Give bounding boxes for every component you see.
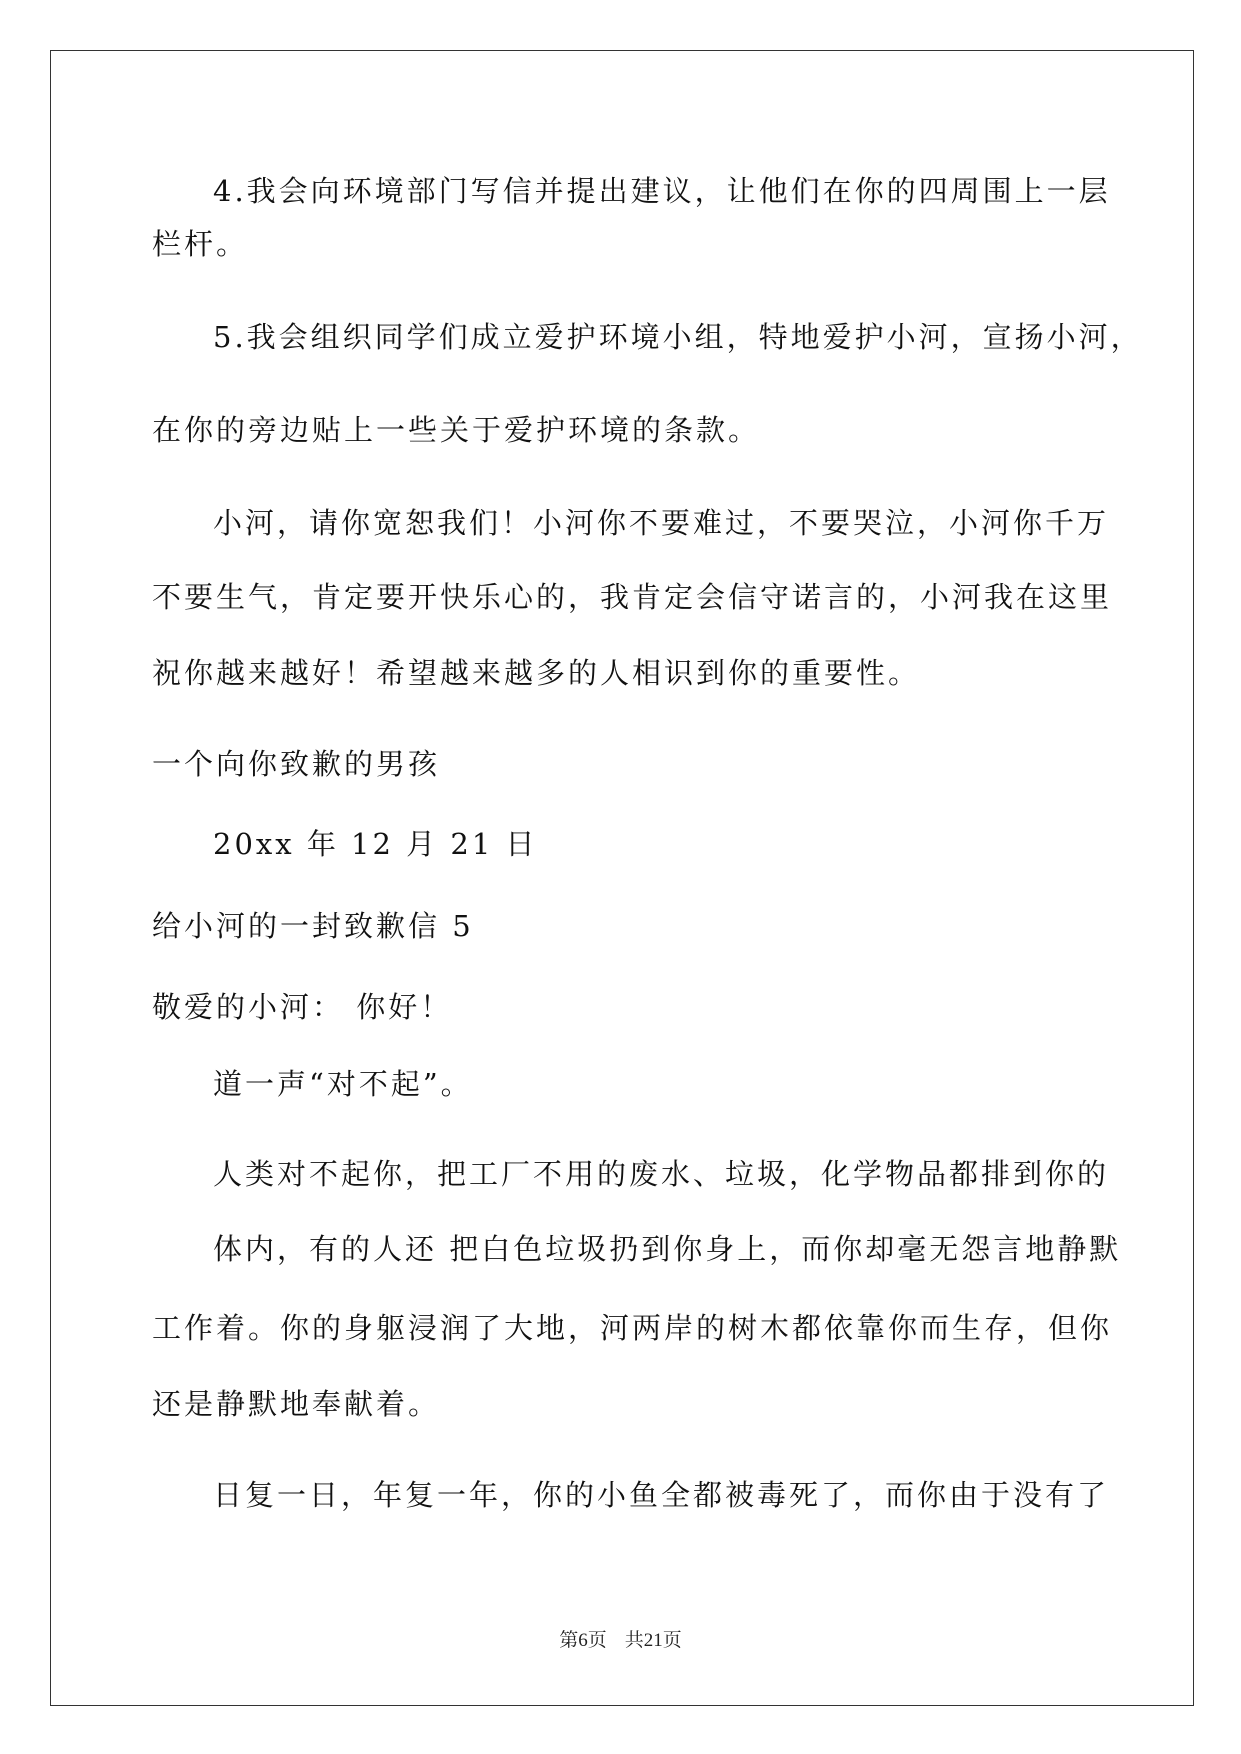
page-current: 6 (578, 1630, 588, 1651)
total-prefix: 共 (624, 1629, 644, 1651)
page-prefix: 第 (559, 1629, 579, 1651)
paragraph-line: 工作着。你的身躯浸润了大地，河两岸的树木都依靠你而生存，但你 (152, 1311, 1113, 1345)
paragraph-line: 小河，请你宽恕我们！小河你不要难过，不要哭泣，小河你千万 (213, 506, 1110, 540)
page-total: 21 (643, 1630, 663, 1651)
paragraph-line: 5.我会组织同学们成立爱护环境小组，特地爱护小河，宣扬小河， (213, 320, 1143, 354)
paragraph-line: 不要生气，肯定要开快乐心的，我肯定会信守诺言的，小河我在这里 (152, 580, 1113, 614)
total-suffix: 页 (662, 1629, 682, 1651)
paragraph-line: 在你的旁边贴上一些关于爱护环境的条款。 (152, 413, 761, 447)
page-suffix: 页 (587, 1629, 607, 1651)
page-footer (0, 1628, 1241, 1653)
paragraph-line: 祝你越来越好！希望越来越多的人相识到你的重要性。 (152, 656, 921, 690)
page-border (50, 50, 1194, 1706)
signature-line: 一个向你致歉的男孩 (152, 747, 441, 781)
salutation-line: 敬爱的小河： 你好！ (152, 990, 453, 1024)
paragraph-line: 人类对不起你，把工厂不用的废水、垃圾，化学物品都排到你的 (213, 1157, 1110, 1191)
paragraph-line: 日复一日，年复一年，你的小鱼全都被毒死了，而你由于没有了 (213, 1478, 1110, 1512)
date-line: 20xx 年 12 月 21 日 (213, 827, 538, 861)
paragraph-line: 道一声“对不起”。 (213, 1067, 473, 1101)
paragraph-line: 体内，有的人还 把白色垃圾扔到你身上，而你却毫无怨言地静默 (213, 1232, 1122, 1266)
paragraph-line: 还是静默地奉献着。 (152, 1387, 441, 1421)
paragraph-line: 4.我会向环境部门写信并提出建议，让他们在你的四周围上一层 (213, 174, 1111, 208)
paragraph-line: 栏杆。 (152, 227, 249, 261)
section-title: 给小河的一封致歉信 5 (152, 909, 474, 943)
